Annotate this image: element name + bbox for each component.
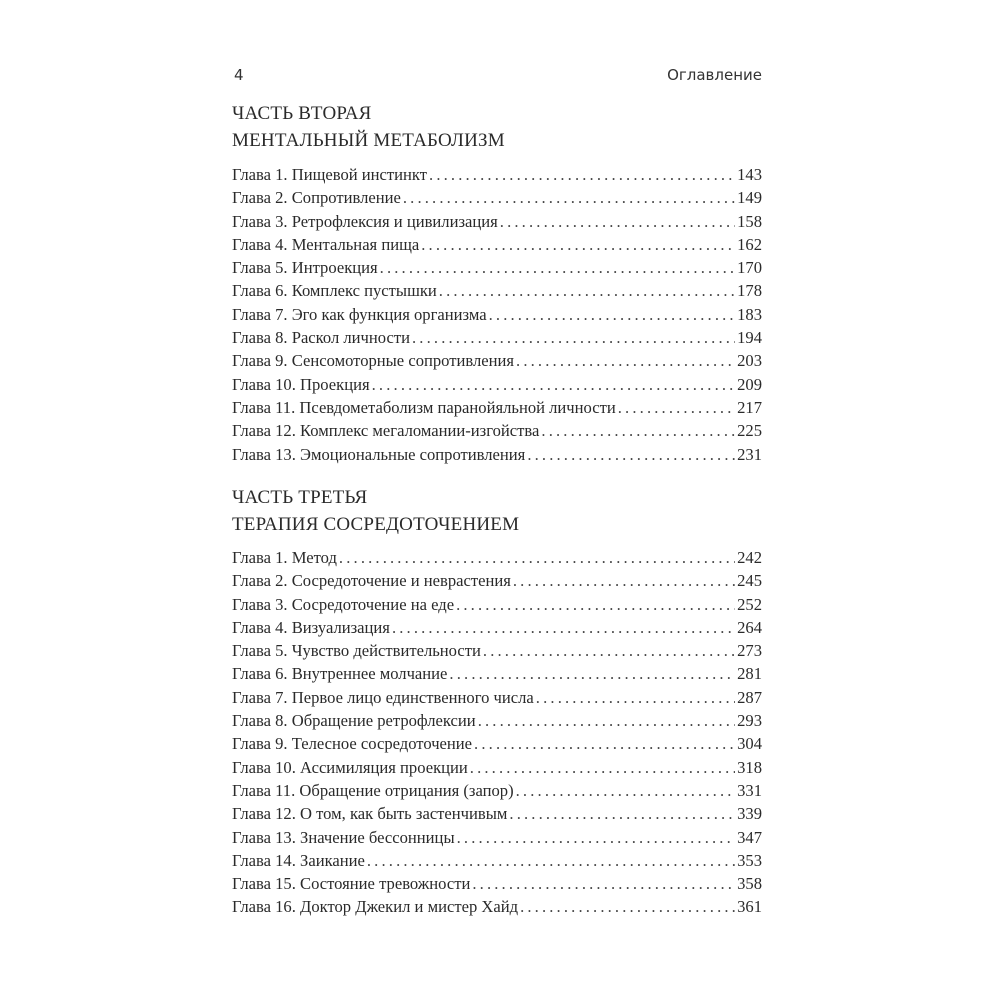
chapter-page: 143 [737, 165, 762, 184]
chapter-page: 293 [737, 711, 762, 731]
chapter-page: 347 [737, 827, 762, 847]
leader-dots [470, 756, 735, 779]
toc-entry[interactable] [232, 872, 762, 895]
running-head [232, 66, 762, 88]
chapter-page: 194 [737, 328, 762, 348]
toc-entry[interactable] [232, 569, 762, 592]
chapter-title: Глава 5. Чувство действительности [232, 641, 481, 661]
toc-entry[interactable] [232, 210, 762, 233]
chapter-page: 331 [737, 780, 762, 800]
chapter-page: 158 [737, 211, 762, 231]
chapter-title: Глава 4. Ментальная пища [232, 234, 420, 254]
leader-dots [339, 546, 735, 569]
toc-entry[interactable] [232, 895, 762, 918]
leader-dots [403, 186, 735, 209]
leader-dots [500, 210, 735, 233]
toc-entry[interactable] [232, 233, 762, 256]
part-title: МЕНТАЛЬНЫЙ МЕТАБОЛИЗМ [232, 130, 505, 151]
part-three-heading [232, 484, 762, 538]
part-label: ЧАСТЬ ТРЕТЬЯ [232, 487, 368, 508]
chapter-page: 318 [737, 757, 762, 777]
leader-dots [421, 233, 735, 256]
leader-dots [439, 279, 735, 302]
chapter-title: Глава 3. Сосредоточение на еде [232, 594, 455, 614]
chapter-title: Глава 8. Обращение ретрофлексии [232, 711, 476, 731]
toc-entry[interactable] [232, 349, 762, 372]
toc-entry[interactable] [232, 303, 762, 326]
chapter-page: 242 [737, 548, 762, 567]
leader-dots [457, 826, 736, 849]
leader-dots [449, 662, 735, 685]
toc-entry[interactable] [232, 593, 762, 616]
chapter-page: 170 [737, 258, 762, 278]
chapter-page: 358 [737, 874, 762, 894]
chapter-title: Глава 10. Проекция [232, 374, 370, 394]
chapter-title: Глава 1. Пищевой инстинкт [232, 165, 428, 184]
leader-dots [489, 303, 736, 326]
leader-dots [618, 396, 735, 419]
part-label: ЧАСТЬ ВТОРАЯ [232, 103, 372, 124]
chapter-title: Глава 6. Комплекс пустышки [232, 281, 437, 301]
chapter-title: Глава 15. Состояние тревожности [232, 874, 471, 894]
chapter-page: 304 [737, 734, 762, 754]
toc-entry[interactable] [232, 779, 762, 802]
chapter-title: Глава 16. Доктор Джекил и мистер Хайд [232, 897, 519, 917]
toc-entry[interactable] [232, 709, 762, 732]
toc-entry[interactable] [232, 802, 762, 825]
chapter-title: Глава 1. Метод [232, 548, 337, 567]
chapter-page: 252 [737, 594, 762, 614]
chapter-title: Глава 5. Интроекция [232, 258, 378, 278]
chapter-title: Глава 11. Обращение отрицания (запор) [232, 780, 514, 800]
chapter-page: 264 [737, 617, 762, 637]
leader-dots [472, 872, 735, 895]
chapter-title: Глава 9. Телесное сосредоточение [232, 734, 473, 754]
toc-entry[interactable] [232, 443, 762, 466]
leader-dots [412, 326, 735, 349]
toc-entry[interactable] [232, 849, 762, 872]
chapter-page: 178 [737, 281, 762, 301]
chapter-page: 225 [737, 421, 762, 441]
leader-dots [516, 779, 735, 802]
chapter-title: Глава 4. Визуализация [232, 617, 390, 637]
toc-entry[interactable] [232, 639, 762, 662]
chapter-title: Глава 2. Сопротивление [232, 188, 401, 208]
leader-dots [478, 709, 735, 732]
chapter-title: Глава 11. Псевдометаболизм паранойяльной личности [232, 397, 616, 417]
chapter-page: 149 [737, 188, 762, 208]
leader-dots [541, 419, 735, 442]
toc-part-three [232, 546, 762, 919]
chapter-title: Глава 3. Ретрофлексия и цивилизация [232, 211, 498, 231]
leader-dots [536, 686, 735, 709]
chapter-title: Глава 10. Ассимиляция проекции [232, 757, 468, 777]
chapter-page: 281 [737, 664, 762, 684]
chapter-title: Глава 7. Эго как функция организма [232, 304, 487, 324]
chapter-page: 353 [737, 850, 762, 870]
leader-dots [509, 802, 735, 825]
leader-dots [456, 593, 735, 616]
chapter-title: Глава 7. Первое лицо единственного числа [232, 687, 534, 707]
toc-entry[interactable] [232, 326, 762, 349]
chapter-page: 245 [737, 571, 762, 591]
toc-entry[interactable] [232, 662, 762, 685]
chapter-page: 339 [737, 804, 762, 824]
chapter-page: 217 [737, 397, 762, 417]
leader-dots [516, 349, 735, 372]
chapter-title: Глава 6. Внутреннее молчание [232, 664, 448, 684]
toc-entry[interactable] [232, 732, 762, 755]
toc-entry[interactable] [232, 396, 762, 419]
chapter-page: 162 [737, 234, 762, 254]
chapter-title: Глава 8. Раскол личности [232, 328, 410, 348]
chapter-title: Глава 12. О том, как быть застенчивым [232, 804, 508, 824]
chapter-title: Глава 13. Эмоциональные сопротивления [232, 444, 526, 464]
chapter-page: 183 [737, 304, 762, 324]
leader-dots [429, 163, 735, 186]
chapter-page: 361 [737, 897, 762, 917]
leader-dots [367, 849, 735, 872]
chapter-title: Глава 14. Заикание [232, 850, 365, 870]
leader-dots [527, 443, 735, 466]
toc-entry[interactable] [232, 419, 762, 442]
toc-entry[interactable] [232, 256, 762, 279]
part-two-heading [232, 100, 762, 154]
leader-dots [520, 895, 735, 918]
chapter-page: 203 [737, 351, 762, 371]
page-number: 4 [234, 66, 244, 84]
chapter-title: Глава 13. Значение бессонницы [232, 827, 455, 847]
toc-entry[interactable] [232, 279, 762, 302]
leader-dots [474, 732, 735, 755]
toc-entry[interactable] [232, 186, 762, 209]
toc-entry[interactable] [232, 373, 762, 396]
chapter-page: 273 [737, 641, 762, 661]
toc-entry[interactable] [232, 686, 762, 709]
toc-entry[interactable] [232, 826, 762, 849]
leader-dots [513, 569, 735, 592]
toc-entry[interactable] [232, 756, 762, 779]
part-title: ТЕРАПИЯ СОСРЕДОТОЧЕНИЕМ [232, 514, 520, 535]
leader-dots [392, 616, 735, 639]
chapter-page: 287 [737, 687, 762, 707]
chapter-page: 209 [737, 374, 762, 394]
running-title: Оглавление [667, 66, 762, 84]
chapter-title: Глава 2. Сосредоточение и неврастения [232, 571, 511, 591]
leader-dots [483, 639, 735, 662]
toc-entry[interactable] [232, 163, 762, 186]
toc-part-two [232, 163, 762, 466]
leader-dots [380, 256, 735, 279]
toc-entry[interactable] [232, 616, 762, 639]
chapter-page: 231 [737, 444, 762, 464]
toc-entry[interactable] [232, 546, 762, 569]
chapter-title: Глава 9. Сенсомоторные сопротивления [232, 351, 515, 371]
chapter-title: Глава 12. Комплекс мегаломании-изгойства [232, 421, 540, 441]
leader-dots [372, 373, 735, 396]
